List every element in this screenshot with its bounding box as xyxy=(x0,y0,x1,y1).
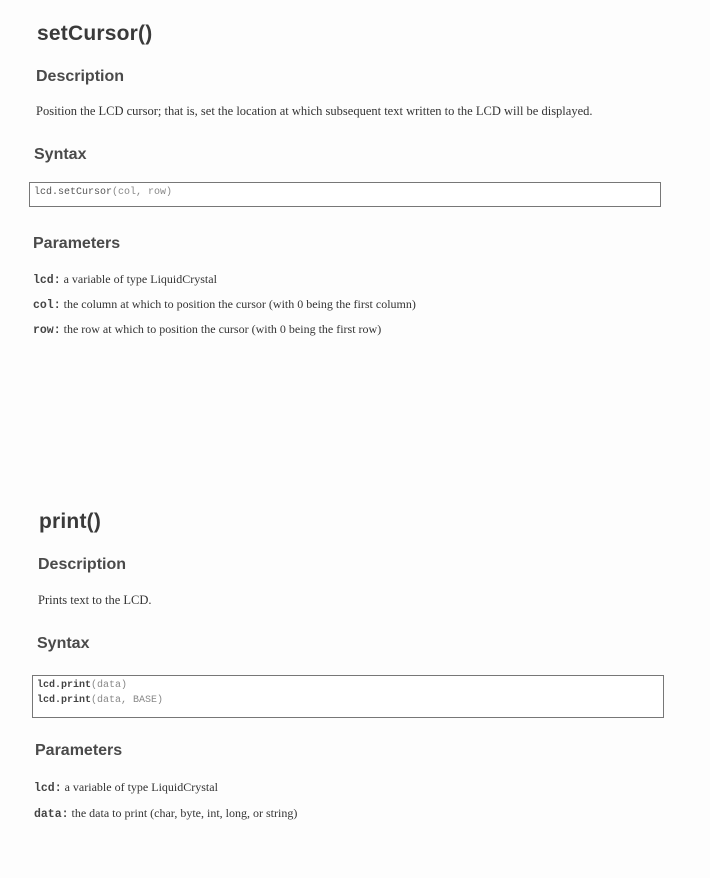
syntax-function: lcd.print xyxy=(37,680,92,691)
parameter-item xyxy=(33,297,416,312)
print-title: print() xyxy=(39,510,102,533)
syntax-function: lcd.setCursor xyxy=(34,187,113,198)
print-syntax-box xyxy=(32,675,664,718)
parameter-name: lcd: xyxy=(33,274,61,287)
setcursor-description-heading: Description xyxy=(36,68,125,85)
print-parameters-heading: Parameters xyxy=(35,742,123,759)
syntax-function: lcd.print xyxy=(37,695,92,706)
parameter-description: a variable of type LiquidCrystal xyxy=(63,272,217,286)
parameter-description: a variable of type LiquidCrystal xyxy=(64,780,218,794)
syntax-args: (data, BASE) xyxy=(91,695,164,706)
setcursor-syntax-box xyxy=(29,182,661,207)
parameter-name: row: xyxy=(33,324,61,337)
parameter-description: the row at which to position the cursor (with 0 being the first row) xyxy=(63,322,382,336)
setcursor-parameters-heading: Parameters xyxy=(33,235,121,252)
parameter-item xyxy=(34,806,297,821)
parameter-name: col: xyxy=(33,299,61,312)
syntax-args: (col, row) xyxy=(112,187,173,198)
parameter-name: data: xyxy=(34,808,69,821)
syntax-args: (data) xyxy=(91,680,128,691)
print-syntax-line xyxy=(37,678,659,693)
parameter-name: lcd: xyxy=(34,782,62,795)
parameter-item xyxy=(33,322,381,337)
parameter-description: the data to print (char, byte, int, long, or string) xyxy=(71,806,298,820)
print-syntax-line xyxy=(37,693,659,708)
print-description-heading: Description xyxy=(38,556,127,573)
parameter-item xyxy=(34,780,218,795)
setcursor-description: Position the LCD cursor; that is, set the location at which subsequent text written to the LCD will be displayed. xyxy=(36,104,593,118)
setcursor-syntax-heading: Syntax xyxy=(34,146,87,163)
setcursor-title: setCursor() xyxy=(37,22,153,45)
setcursor-syntax-line xyxy=(34,185,656,200)
parameter-description: the column at which to position the cursor (with 0 being the first column) xyxy=(63,297,416,311)
print-description: Prints text to the LCD. xyxy=(38,593,152,607)
print-syntax-heading: Syntax xyxy=(37,635,90,652)
parameter-item xyxy=(33,272,217,287)
